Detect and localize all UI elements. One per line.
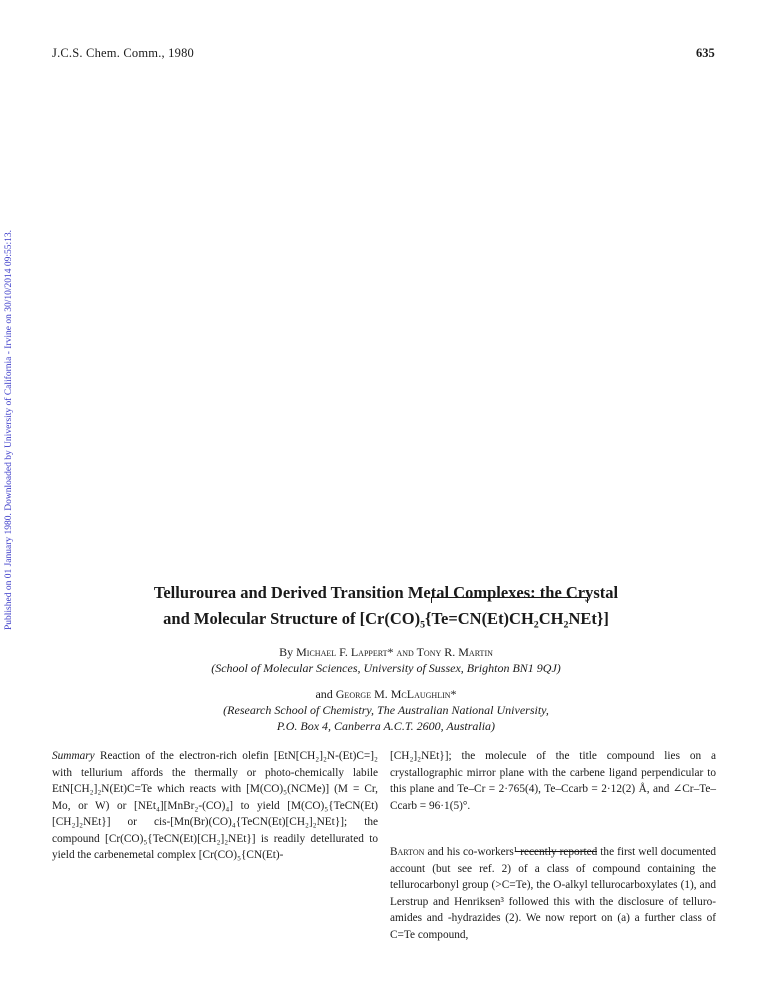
affiliation-2a: (Research School of Chemistry, The Australian National University, [223, 703, 549, 717]
summary-continuation: [CH₂]₂NEt}]; the molecule of the title compound lies on a crystallographic mirror plane with the carbene ligand perpendicular to this plane and Te–Cr = 2·765(4), Te–Ccarb = 2·12(2) Å, and ∠Cr–Te–Ccarb = 96·1(5)°. [390, 750, 716, 812]
right-column [390, 748, 716, 943]
author-block-2 [80, 686, 692, 734]
body-text: and his co-workers¹ recently reported the first well documented account (but see ref. 2) of a class of compound containing the tellurocarbonyl group (>C=Te), the O-alkyl tellurocarboxylates (1), and Lerstrup and Henriksen³ followed this with the disclosure of telluro-amides and -hydrazides (2). We now report on (a) a further class of C=Te compound, [390, 846, 716, 941]
by-label: By [279, 645, 294, 659]
author-names-1: Michael F. Lappert* and Tony R. Martin [296, 645, 493, 659]
body-lead: Barton [390, 846, 425, 858]
ring-bond-bar [431, 597, 588, 603]
title-line-2: and Molecular Structure of [Cr(CO)₅{Te=CN(Et)CH₂CH₂NEt}] [163, 609, 609, 628]
summary-column [52, 748, 378, 864]
running-head: J.C.S. Chem. Comm., 1980 [52, 46, 194, 60]
download-stamp: Published on 01 January 1980. Downloaded by University of California - Irvine on 30/10/2014 09:55:13. [4, 229, 14, 630]
summary-text: Reaction of the electron-rich olefin [EtN[CH₂]₂N-(Et)C=]₂ with tellurium affords the thermally or photo-chemically labile EtN[CH₂]₂N(Et)C=Te which reacts with [M(CO)₅(NCMe)] (M = Cr, Mo, or W) or [NEt₄][MnBr₂-(CO)₄] to yield [M(CO)₅{TeCN(Et)[CH₂]₂NEt}] or cis-[Mn(Br)(CO)₄{TeCN(Et)[CH₂]₂NEt}]; the compound [Cr(CO)₅{TeCN(Et)[CH₂]₂NEt}] is readily detellurated to yield the carbenemetal complex [Cr(CO)₅{CN(Et)- [52, 750, 378, 861]
page-number: 635 [696, 46, 715, 60]
summary-label: Summary [52, 750, 95, 762]
title-line-1: Tellurourea and Derived Transition Metal Complexes: the Crystal [153, 583, 619, 602]
author-block-1 [80, 644, 692, 676]
section-rule [515, 851, 597, 852]
affiliation-2b: P.O. Box 4, Canberra A.C.T. 2600, Australia) [276, 719, 496, 733]
and-label: and [315, 687, 333, 701]
article-title [80, 580, 692, 632]
author-names-2: George M. McLaughlin* [335, 687, 457, 701]
affiliation-1: (School of Molecular Sciences, University of Sussex, Brighton BN1 9QJ) [211, 661, 561, 675]
